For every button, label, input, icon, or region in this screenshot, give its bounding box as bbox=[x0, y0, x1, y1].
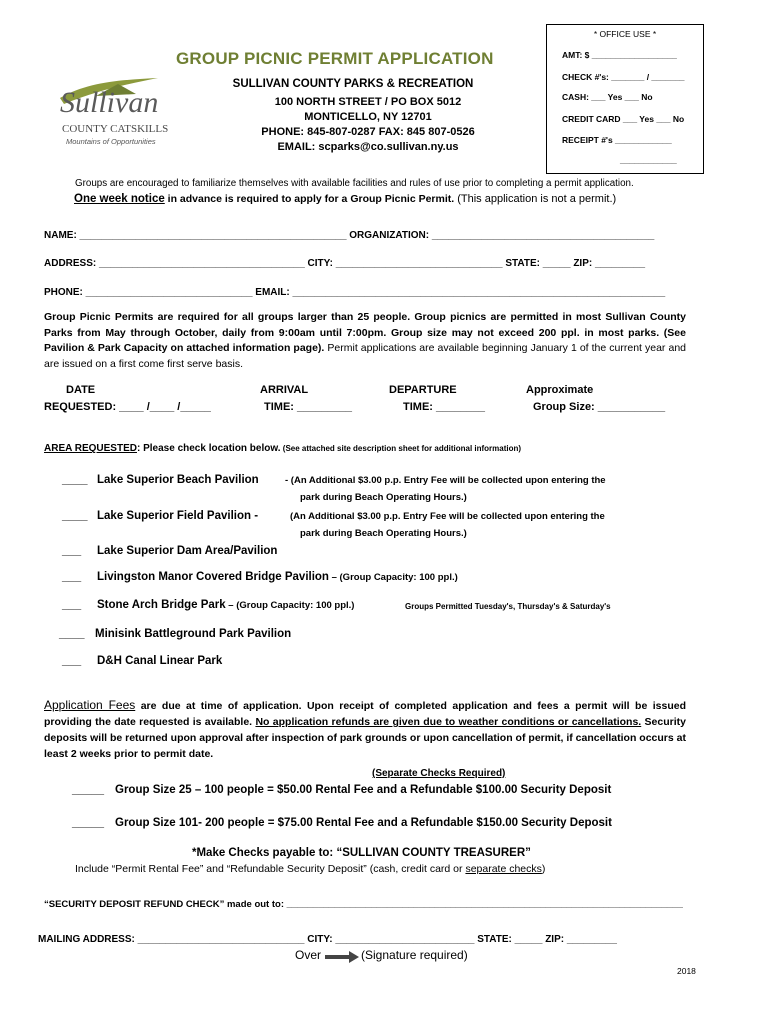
fee-option-1-label: Group Size 25 – 100 people = $50.00 Rental Fee and a Refundable $100.00 Security Deposit bbox=[115, 784, 612, 796]
sullivan-county-logo bbox=[58, 76, 178, 150]
fees-lead-text: are due at time of application. Upon receipt of completed application and fees a permit will be issued providing the date requested is available. bbox=[44, 700, 686, 728]
include-end: ) bbox=[541, 863, 546, 875]
fee-option-2-checkbox[interactable]: _____ bbox=[72, 817, 104, 829]
departure-label: DEPARTURE bbox=[389, 384, 457, 396]
area-checkbox-stone-arch[interactable]: ___ bbox=[62, 599, 82, 611]
policy-normal: Permit applications are available beginning January 1 of the current year and are issued on a first come first serve basis. bbox=[44, 342, 686, 370]
refund-check-field[interactable]: “SECURITY DEPOSIT REFUND CHECK” made out to: ___________________________________________________________________________ bbox=[44, 899, 683, 910]
area-label-livingston-manor bbox=[97, 571, 458, 583]
group-size-field[interactable]: Group Size: ___________ bbox=[533, 401, 666, 413]
logo-name: Sullivan bbox=[60, 86, 159, 119]
area-checkbox-dh-canal[interactable]: ___ bbox=[62, 655, 82, 667]
fees-lead: Application Fees bbox=[44, 698, 136, 712]
policy-paragraph bbox=[44, 310, 686, 372]
date-label: DATE bbox=[66, 384, 96, 396]
arrival-label: ARRIVAL bbox=[260, 384, 309, 396]
org-phone: PHONE: 845-807-0287 FAX: 845 807-0526 bbox=[261, 126, 475, 138]
area-label-dh-canal: D&H Canal Linear Park bbox=[97, 655, 223, 667]
area-checkbox-dam-area[interactable]: ___ bbox=[62, 545, 82, 557]
arrow-right-icon bbox=[325, 950, 359, 968]
area-checkbox-beach-pavilion[interactable]: ____ bbox=[62, 474, 88, 486]
area-note2-field-pavilion: park during Beach Operating Hours.) bbox=[300, 528, 467, 539]
intro-text: Groups are encouraged to familiarize themselves with available facilities and rules of use prior to completing a permit application. bbox=[75, 178, 634, 189]
org-address: 100 NORTH STREET / PO BOX 5012 bbox=[274, 96, 462, 108]
area-checkbox-field-pavilion[interactable]: ____ bbox=[62, 510, 88, 522]
departure-time-field[interactable]: TIME: ________ bbox=[403, 401, 485, 413]
area-note-field-pavilion: (An Additional $3.00 p.p. Entry Fee will be collected upon entering the bbox=[290, 511, 605, 522]
office-receipt: RECEIPT #'s ____________ bbox=[562, 135, 672, 145]
area-label-field-pavilion: Lake Superior Field Pavilion - bbox=[97, 510, 259, 522]
office-receipt-line2: ____________ bbox=[620, 155, 677, 165]
office-check-numbers: CHECK #'s: _______ / _______ bbox=[562, 72, 685, 82]
notice-underlined: One week notice bbox=[74, 193, 165, 205]
stone-arch-note: – (Group Capacity: 100 ppl.) bbox=[225, 600, 355, 611]
office-amount: AMT: $ __________________ bbox=[562, 50, 677, 60]
notice-line bbox=[74, 193, 616, 205]
mailing-address-field[interactable]: MAILING ADDRESS: ______________________________ CITY: _________________________ STATE: _____ ZIP: _________ bbox=[38, 934, 617, 945]
office-credit-card: CREDIT CARD ___ Yes ___ No bbox=[562, 114, 685, 124]
logo-tagline: Mountains of Opportunities bbox=[66, 137, 156, 146]
stone-arch-name: Stone Arch Bridge Park bbox=[97, 599, 226, 611]
phone-email-field[interactable]: PHONE: ______________________________ EMAIL: ___________________________________________________________________ bbox=[44, 287, 666, 298]
area-checkbox-livingston-manor[interactable]: ___ bbox=[62, 571, 82, 583]
include-text: Include “Permit Rental Fee” and “Refundable Security Deposit” (cash, credit card or bbox=[75, 863, 466, 875]
policy-bold: Group Picnic Permits are required for all groups larger than 25 people. Group picnics are permitted in most Sullivan County Parks from May through October, daily from 9:00am until 7:00pm. Group size may not exceed 200 ppl. in most parks. (See Pavilion & Park Capacity on attached information page). bbox=[44, 311, 686, 354]
area-heading-note: (See attached site description sheet for additional information) bbox=[280, 444, 522, 453]
arrival-time-field[interactable]: TIME: _________ bbox=[264, 401, 353, 413]
area-label-beach-pavilion: Lake Superior Beach Pavilion bbox=[97, 474, 259, 486]
org-name: SULLIVAN COUNTY PARKS & RECREATION bbox=[232, 78, 474, 90]
include-separate-checks: separate checks bbox=[465, 863, 542, 875]
over-label: Over bbox=[295, 948, 322, 962]
livingston-manor-note: – (Group Capacity: 100 ppl.) bbox=[328, 572, 458, 583]
office-use-title: * OFFICE USE * bbox=[593, 29, 657, 39]
address-city-field[interactable]: ADDRESS: _____________________________________ CITY: ______________________________ STATE: _____ ZIP: _________ bbox=[44, 258, 646, 269]
fee-option-1-checkbox[interactable]: _____ bbox=[72, 784, 104, 796]
area-note2-beach-pavilion: park during Beach Operating Hours.) bbox=[300, 492, 467, 503]
payable-to: *Make Checks payable to: “SULLIVAN COUNTY TREASURER” bbox=[192, 847, 531, 859]
fees-refund-policy: No application refunds are given due to weather conditions or cancellations. bbox=[255, 716, 642, 728]
area-heading-underlined: AREA REQUESTED bbox=[44, 443, 137, 454]
date-requested-field[interactable]: REQUESTED: ____ /____ /_____ bbox=[44, 401, 211, 413]
group-size-label: Approximate bbox=[526, 384, 594, 396]
fees-tail: Security deposits will be returned upon approval after inspection of park grounds or upon cancellation of permit, if cancellation occurs at least 2 weeks prior to permit date. bbox=[44, 716, 686, 760]
area-label-dam-area: Lake Superior Dam Area/Pavilion bbox=[97, 545, 278, 557]
include-note bbox=[75, 863, 545, 875]
signature-required: (Signature required) bbox=[361, 948, 468, 962]
notice-text: in advance is required to apply for a Group Picnic Permit. bbox=[164, 193, 455, 205]
area-heading bbox=[44, 443, 521, 454]
area-label-stone-arch bbox=[97, 599, 354, 611]
area-label-minisink: Minisink Battleground Park Pavilion bbox=[95, 628, 292, 640]
office-cash: CASH: ___ Yes ___ No bbox=[562, 92, 653, 102]
org-city: MONTICELLO, NY 12701 bbox=[304, 111, 432, 123]
notice-tail: (This application is not a permit.) bbox=[454, 193, 617, 205]
stone-arch-days: Groups Permitted Tuesday's, Thursday's & Saturday's bbox=[405, 602, 611, 611]
fee-option-2-label: Group Size 101- 200 people = $75.00 Rental Fee and a Refundable $150.00 Security Deposit bbox=[115, 817, 612, 829]
form-year: 2018 bbox=[677, 966, 696, 976]
fees-paragraph bbox=[44, 697, 686, 762]
org-email: EMAIL: scparks@co.sullivan.ny.us bbox=[277, 141, 459, 153]
livingston-manor-name: Livingston Manor Covered Bridge Pavilion bbox=[97, 571, 329, 583]
area-checkbox-minisink[interactable]: ____ bbox=[59, 628, 85, 640]
form-title: GROUP PICNIC PERMIT APPLICATION bbox=[176, 49, 494, 68]
name-org-field[interactable]: NAME: ________________________________________________ ORGANIZATION: ________________________________________ bbox=[44, 230, 655, 241]
area-note-beach-pavilion: - (An Additional $3.00 p.p. Entry Fee will be collected upon entering the bbox=[285, 475, 606, 486]
area-heading-text: : Please check location below. bbox=[136, 443, 281, 454]
separate-checks-note: (Separate Checks Required) bbox=[372, 768, 506, 779]
logo-subtitle: COUNTY CATSKILLS bbox=[62, 123, 169, 135]
